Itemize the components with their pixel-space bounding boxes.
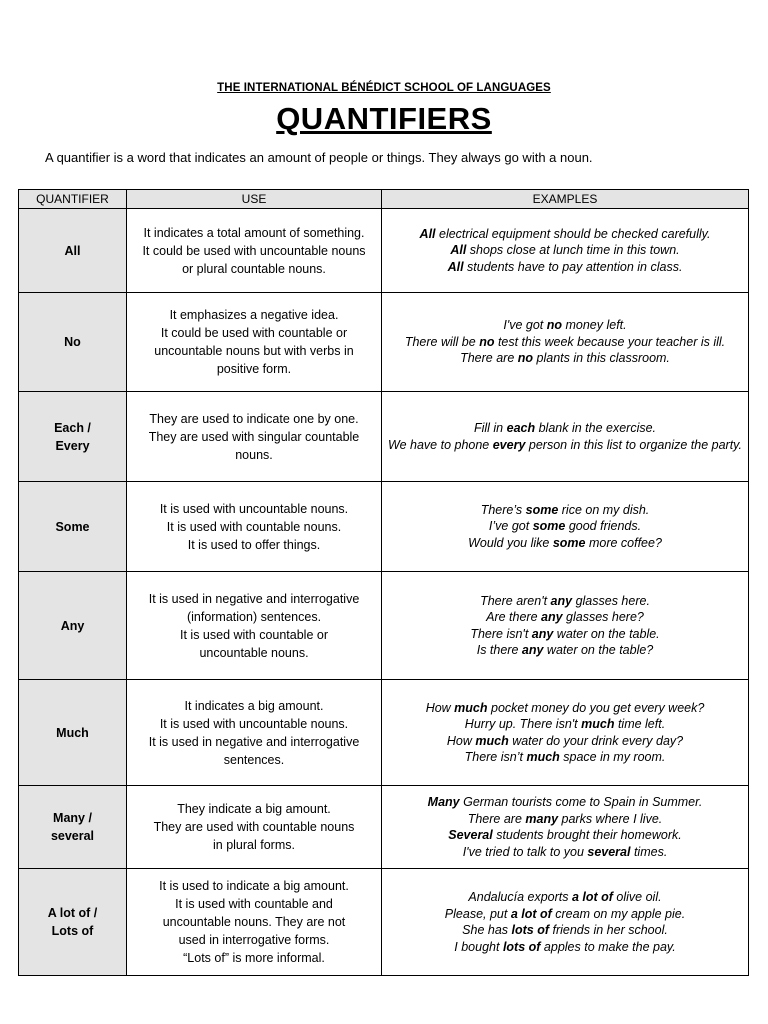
table-row <box>19 482 749 572</box>
use-line: It is used with countable and <box>175 897 333 911</box>
example-sentence <box>386 642 744 659</box>
quantifiers-table <box>18 189 749 976</box>
examples-cell <box>382 293 749 392</box>
example-sentence <box>386 317 744 334</box>
example-text: Fill in <box>473 421 507 435</box>
example-keyword: no <box>479 334 495 349</box>
use-cell <box>127 869 382 976</box>
school-name: THE INTERNATIONAL BÉNÉDICT SCHOOL OF LANGUAGES <box>217 82 551 94</box>
quantifier-cell <box>19 209 127 293</box>
example-sentence <box>386 420 744 437</box>
example-text: more coffee? <box>585 535 662 550</box>
example-keyword: Many <box>427 795 460 809</box>
example-text: money left. <box>562 318 627 333</box>
example-text: olive oil. <box>612 890 662 904</box>
example-sentence <box>386 811 744 828</box>
quantifier-label: All <box>64 243 81 258</box>
example-text: person in this list to organize the party. <box>525 437 742 452</box>
example-text: I’ve got <box>488 519 533 534</box>
example-sentence <box>386 794 744 811</box>
quantifier-label: Any <box>60 618 85 633</box>
example-keyword: Several <box>448 828 493 842</box>
example-text: How <box>446 733 476 748</box>
use-line: It is used to indicate a big amount. <box>159 879 349 893</box>
example-text: glasses here. <box>572 593 650 608</box>
example-keyword: All <box>450 243 467 258</box>
use-line: It indicates a big amount. <box>184 698 324 713</box>
example-keyword: any <box>521 643 544 657</box>
quantifier-cell <box>19 869 127 976</box>
use-line: sentences. <box>223 752 285 767</box>
example-keyword: much <box>526 750 560 764</box>
example-text: Are there <box>486 610 542 624</box>
example-sentence <box>386 226 744 243</box>
example-sentence <box>386 922 744 939</box>
example-sentence <box>386 609 744 626</box>
example-sentence <box>386 906 744 923</box>
use-cell <box>127 293 382 392</box>
quantifier-label: several <box>50 829 95 843</box>
example-text: There will be <box>404 334 480 349</box>
example-sentence <box>386 844 744 861</box>
example-sentence <box>386 733 744 750</box>
use-cell <box>127 392 382 482</box>
use-line: It is used with countable or <box>180 627 328 642</box>
example-text: Please, put <box>444 906 511 921</box>
example-text: Would you like <box>468 535 553 550</box>
table-row <box>19 786 749 869</box>
use-line: uncountable nouns. <box>199 645 309 660</box>
example-text: water on the table. <box>553 626 660 641</box>
table-row <box>19 572 749 680</box>
example-text: good friends. <box>565 519 642 534</box>
example-keyword: lots of <box>511 923 550 937</box>
use-line: It is used to offer things. <box>187 537 321 552</box>
use-line: It is used with uncountable nouns. <box>159 501 349 516</box>
use-cell <box>127 786 382 869</box>
examples-cell <box>382 786 749 869</box>
page-title: QUANTIFIERS <box>276 101 492 136</box>
example-keyword: no <box>546 318 563 333</box>
table-row <box>19 209 749 293</box>
example-keyword: lots of <box>502 939 541 954</box>
use-line: It emphasizes a negative idea. <box>169 308 339 322</box>
example-sentence <box>386 626 744 643</box>
example-text: water do your drink every day? <box>508 733 684 748</box>
quantifier-cell <box>19 680 127 786</box>
example-text: water on the table? <box>543 643 654 657</box>
example-text: There isn't <box>470 626 532 641</box>
header-examples: EXAMPLES <box>382 190 749 209</box>
example-sentence <box>386 350 744 367</box>
example-keyword: All <box>419 226 436 241</box>
use-line: It is used in negative and interrogative <box>148 591 360 606</box>
examples-cell <box>382 572 749 680</box>
example-text: times. <box>630 844 668 859</box>
example-sentence <box>386 437 744 454</box>
example-sentence <box>386 242 744 259</box>
quantifier-label: Lots of <box>51 924 94 938</box>
example-sentence <box>386 334 744 351</box>
example-text: space in my room. <box>559 750 666 764</box>
use-cell <box>127 209 382 293</box>
use-line: They are used with countable nouns <box>153 820 355 834</box>
use-cell <box>127 572 382 680</box>
example-sentence <box>386 889 744 906</box>
use-line: It is used with countable nouns. <box>166 519 342 534</box>
example-keyword: much <box>475 733 509 748</box>
use-line: in plural forms. <box>213 838 295 852</box>
use-line: or plural countable nouns. <box>182 261 326 276</box>
quantifier-cell <box>19 786 127 869</box>
example-sentence <box>386 518 744 535</box>
examples-cell <box>382 869 749 976</box>
example-text: I've tried to talk to you <box>462 844 588 859</box>
example-keyword: no <box>517 351 534 366</box>
quantifier-cell <box>19 392 127 482</box>
header-quantifier: QUANTIFIER <box>19 190 127 209</box>
example-text: electrical equipment should be checked carefully. <box>435 226 711 241</box>
example-keyword: much <box>581 717 615 731</box>
example-sentence <box>386 716 744 733</box>
examples-cell <box>382 680 749 786</box>
use-line: They are used with singular countable <box>148 429 360 444</box>
table-row <box>19 680 749 786</box>
example-keyword: some <box>552 535 586 550</box>
example-sentence <box>386 939 744 956</box>
example-text: Andalucía exports <box>468 890 572 904</box>
example-text: We have to phone <box>388 437 493 452</box>
example-text: Is there <box>476 643 522 657</box>
example-text: Hurry up. There isn't <box>464 717 582 731</box>
example-sentence <box>386 259 744 276</box>
example-text: pocket money do you get every week? <box>487 700 705 715</box>
example-text: glasses here? <box>562 610 644 624</box>
example-keyword: any <box>531 626 554 641</box>
example-keyword: each <box>506 421 536 435</box>
example-keyword: several <box>587 844 631 859</box>
example-keyword: many <box>525 811 559 826</box>
use-line: It is used with uncountable nouns. <box>159 716 349 731</box>
use-line: (information) sentences. <box>186 609 322 624</box>
use-line: It indicates a total amount of something. <box>143 225 365 240</box>
example-text: friends in her school. <box>549 923 668 937</box>
quantifier-label: Every <box>55 438 90 453</box>
example-text: shops close at lunch time in this town. <box>466 243 680 258</box>
example-text: German tourists come to Spain in Summer. <box>459 795 703 809</box>
example-text: time left. <box>614 717 666 731</box>
intro-text: A quantifier is a word that indicates an amount of people or things. They always go with a noun. <box>45 150 593 165</box>
use-line: They are used to indicate one by one. <box>149 411 359 426</box>
use-cell <box>127 680 382 786</box>
example-keyword: any <box>541 610 563 624</box>
example-keyword: every <box>492 437 526 452</box>
example-text: test this week because your teacher is ill. <box>494 334 726 349</box>
example-keyword: a lot of <box>510 906 552 921</box>
example-text: There aren't <box>480 593 551 608</box>
example-text: parks where I live. <box>558 811 663 826</box>
examples-cell <box>382 392 749 482</box>
quantifier-cell <box>19 482 127 572</box>
example-text: apples to make the pay. <box>540 939 676 954</box>
example-text: There are <box>460 351 518 366</box>
example-text: There are <box>467 811 526 826</box>
example-sentence <box>386 593 744 610</box>
use-line: It is used in negative and interrogative <box>148 734 360 749</box>
use-line: It could be used with uncountable nouns <box>142 243 366 258</box>
quantifier-label: A lot of / <box>47 906 98 920</box>
table-row <box>19 293 749 392</box>
use-line: They indicate a big amount. <box>177 802 331 816</box>
example-keyword: a lot of <box>571 890 613 904</box>
quantifier-label: Some <box>55 519 90 534</box>
use-line: positive form. <box>216 362 292 376</box>
quantifier-label: Many / <box>53 811 92 825</box>
example-text: students brought their homework. <box>492 828 682 842</box>
example-sentence <box>386 535 744 552</box>
examples-cell <box>382 482 749 572</box>
example-sentence <box>386 749 744 766</box>
table-row <box>19 869 749 976</box>
use-cell <box>127 482 382 572</box>
use-line: uncountable nouns. They are not <box>162 915 346 929</box>
quantifier-label: Each / <box>54 420 91 435</box>
example-text: blank in the exercise. <box>535 421 657 435</box>
example-text: cream on my apple pie. <box>551 906 686 921</box>
example-keyword: some <box>525 502 559 517</box>
quantifier-label: No <box>64 335 81 349</box>
example-sentence <box>386 827 744 844</box>
table-header-row <box>19 190 749 209</box>
example-text: I've got <box>503 318 547 333</box>
example-text: How <box>425 700 455 715</box>
example-text: There isn’t <box>464 750 527 764</box>
example-sentence <box>386 700 744 717</box>
example-text: plants in this classroom. <box>533 351 670 366</box>
example-keyword: some <box>532 519 566 534</box>
quantifier-cell <box>19 572 127 680</box>
header-use: USE <box>127 190 382 209</box>
example-text: students have to pay attention in class. <box>463 259 683 274</box>
example-keyword: All <box>447 259 464 274</box>
example-keyword: any <box>550 593 573 608</box>
example-sentence <box>386 502 744 519</box>
examples-cell <box>382 209 749 293</box>
use-line: uncountable nouns but with verbs in <box>154 344 354 358</box>
use-line: used in interrogative forms. <box>178 933 330 947</box>
example-text: There’s <box>480 502 526 517</box>
use-line: nouns. <box>235 447 273 462</box>
example-text: She has <box>462 923 512 937</box>
quantifier-label: Much <box>56 725 89 740</box>
table-row <box>19 392 749 482</box>
quantifier-cell <box>19 293 127 392</box>
example-keyword: much <box>454 700 488 715</box>
use-line: “Lots of” is more informal. <box>183 951 325 965</box>
example-text: I bought <box>454 939 503 954</box>
example-text: rice on my dish. <box>558 502 650 517</box>
use-line: It could be used with countable or <box>160 326 348 340</box>
